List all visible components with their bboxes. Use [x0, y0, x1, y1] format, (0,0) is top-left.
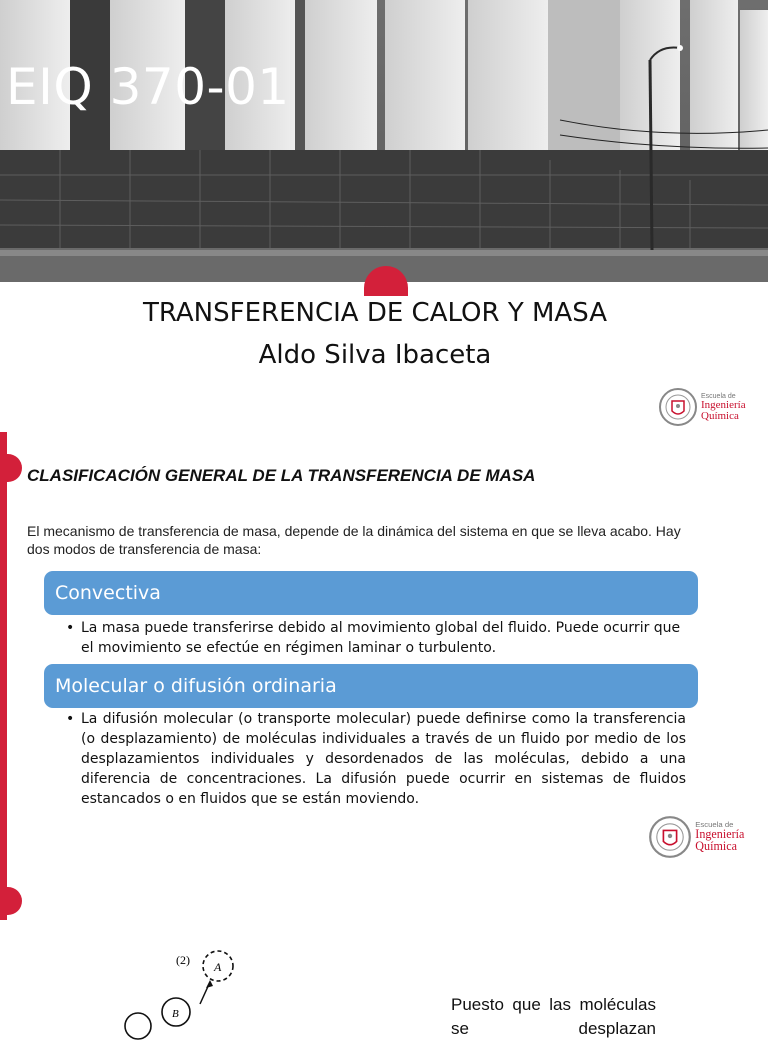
intro-paragraph: El mecanismo de transferencia de masa, depende de la dinámica del sistema en que se lleva acabo. Hay dos modos de transferencia de masa: — [27, 523, 681, 557]
red-tab-bottom — [0, 887, 22, 915]
red-tab-top — [0, 454, 22, 482]
logo-line-3: Química — [701, 409, 739, 422]
author-name: Aldo Silva Ibaceta — [258, 340, 492, 370]
building-photo — [0, 0, 768, 282]
university-seal-icon — [648, 815, 692, 859]
molecule-circle-3 — [125, 1013, 151, 1039]
logo-line-1: Escuela de — [701, 392, 736, 400]
logo-line-1: Escuela de — [695, 821, 734, 829]
logo-line-2: Ingeniería — [695, 827, 745, 841]
mode-convective-header: Convectiva — [44, 571, 698, 615]
mode-convective-bullet: • La masa puede transferirse debido al movimiento global del fluido. Puede ocurrir que el movimiento se efectúe en régimen laminar o turbulento. — [66, 618, 686, 658]
university-seal-icon — [658, 387, 698, 427]
mode-molecular-header: Molecular o difusión ordinaria — [44, 664, 698, 708]
molecule-b-label: B — [172, 1008, 179, 1020]
logo-line-2: Ingeniería — [701, 398, 746, 411]
molecule-a-label: A — [214, 960, 222, 974]
school-logo-2 — [648, 815, 744, 859]
molecule-path-diagram — [118, 942, 248, 1024]
title-slide — [0, 0, 768, 432]
diagram-label-2: (2) — [176, 953, 190, 967]
slide-heading: CLASIFICACIÓN GENERAL DE LA TRANSFERENCIA DE MASA — [27, 466, 536, 485]
logo-line-3: Química — [695, 839, 737, 853]
left-accent-stripe — [0, 432, 7, 920]
course-title: TRANSFERENCIA DE CALOR Y MASA — [143, 298, 607, 328]
diffusion-slide — [0, 920, 768, 1038]
school-logo — [658, 387, 746, 427]
arrow-head — [206, 980, 213, 988]
course-code: EIQ 370-01 — [6, 58, 290, 116]
mode-molecular-bullet: • La difusión molecular (o transporte molecular) puede definirse como la transferencia (o desplazamiento) de moléculas individuales a través de un fluido por medio de los desplazamientos individuales y desordenados de las moléculas, debido a una diferencia de concentraciones. La difusión puede ocurrir en sistemas de fluidos estancados o en fluidos que se están moviendo. — [66, 709, 686, 809]
diffusion-text: Puesto que las moléculas se desplazan — [451, 995, 656, 1038]
